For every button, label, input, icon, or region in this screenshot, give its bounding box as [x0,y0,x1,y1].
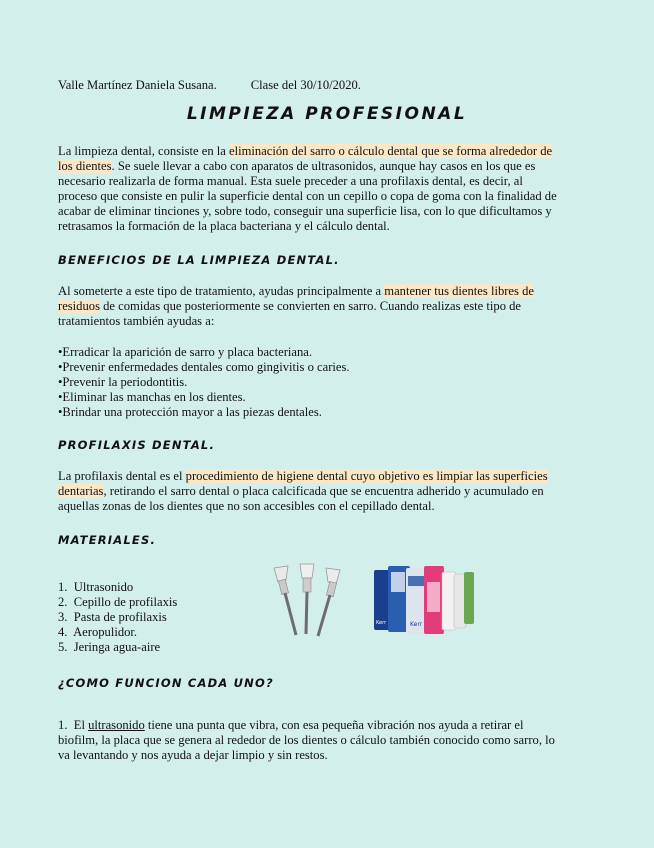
funcion-line-1: 1. El ultrasonido tiene una punta que vibra, con esa pequeña vibración nos ayuda a retirar el [58,718,524,732]
beneficios-line-3: tratamientos también ayudas a: [58,314,215,328]
underlined-term: ultrasonido [88,718,145,732]
profilaxis-line-2: dentarias, retirando el sarro dental o placa calcificada que se encuentra adherido y acumulado en [58,484,544,498]
list-item: 5. Jeringa agua-aire [58,640,161,654]
list-item: 3. Pasta de profilaxis [58,610,167,624]
class-date: Clase del 30/10/2020. [250,78,361,92]
prophy-brush-2 [300,564,314,634]
prophy-paste-tubes-image [372,562,478,642]
student-name: Valle Martínez Daniela Susana. [58,78,217,92]
section-heading-materiales: MATERIALES. [58,533,157,547]
section-heading-profilaxis: PROFILAXIS DENTAL. [58,438,216,452]
list-item: 2. Cepillo de profilaxis [58,595,178,609]
list-item: •Erradicar la aparición de sarro y placa bacteriana. [58,345,313,359]
paste-tube [464,572,474,624]
highlight: eliminación del sarro o cálculo dental que se forma alrededor de [229,144,553,158]
prophy-brushes-image [266,560,352,642]
list-item: •Prevenir la periodontitis. [58,375,188,389]
tube-brand-label: Kerr [376,620,387,626]
prophy-brush-1 [274,566,296,635]
intro-line-3: necesario realizarla de forma manual. Esta suele preceder a una profilaxis dental, es decir, al [58,174,523,188]
prophy-brush-3 [318,568,340,636]
highlight: mantener tus dientes libres de [384,284,534,298]
profilaxis-line-1: La profilaxis dental es el procedimiento de higiene dental cuyo objetivo es limpiar las superficies [58,469,548,483]
beneficios-line-2: residuos de comidas que posteriormente se convierten en sarro. Cuando realizas este tipo de [58,299,522,313]
highlight: los dientes [58,159,112,173]
list-item: •Brindar una protección mayor a las piezas dentales. [58,405,322,419]
section-heading-funcion: ¿COMO FUNCION CADA UNO? [58,676,274,690]
funcion-line-2: biofilm, la placa que se genera al rededor de los dientes o cálculo también conocido como sarro, lo [58,733,555,747]
tube-brand-label: Kerr [410,621,423,628]
list-item: 1. Ultrasonido [58,580,134,594]
intro-line-4: proceso que consiste en pulir la superficie dental con un cepillo o copa de goma con la finalidad de [58,189,557,203]
list-item: •Eliminar las manchas en los dientes. [58,390,246,404]
highlight: procedimiento de higiene dental cuyo objetivo es limpiar las superficies [185,469,548,483]
beneficios-line-1: Al someterte a este tipo de tratamiento, ayudas principalmente a mantener tus dientes libres de [58,284,534,298]
intro-line-2: los dientes. Se suele llevar a cabo con aparatos de ultrasonidos, aunque hay casos en los que es [58,159,536,173]
highlight: dentarias [58,484,104,498]
intro-line-1: La limpieza dental, consiste en la eliminación del sarro o cálculo dental que se forma alrededor de [58,144,553,158]
highlight: residuos [58,299,100,313]
funcion-line-3: va levantando y nos ayuda a dejar limpio y sin restos. [58,748,328,762]
list-item: 4. Aeropulidor. [58,625,138,639]
intro-line-6: retrasamos la formación de la placa bacteriana y el cálculo dental. [58,219,390,233]
intro-line-5: acabar de eliminar tinciones y, sobre todo, conseguir una superficie lisa, con lo que dificultamos y [58,204,552,218]
document-title: LIMPIEZA PROFESIONAL [186,104,468,124]
section-heading-beneficios: BENEFICIOS DE LA LIMPIEZA DENTAL. [58,253,340,267]
header-line [58,78,361,93]
list-item: •Prevenir enfermedades dentales como gingivitis o caries. [58,360,350,374]
profilaxis-line-3: aquellas zonas de los dientes que no son accesibles con el cepillado dental. [58,499,435,513]
